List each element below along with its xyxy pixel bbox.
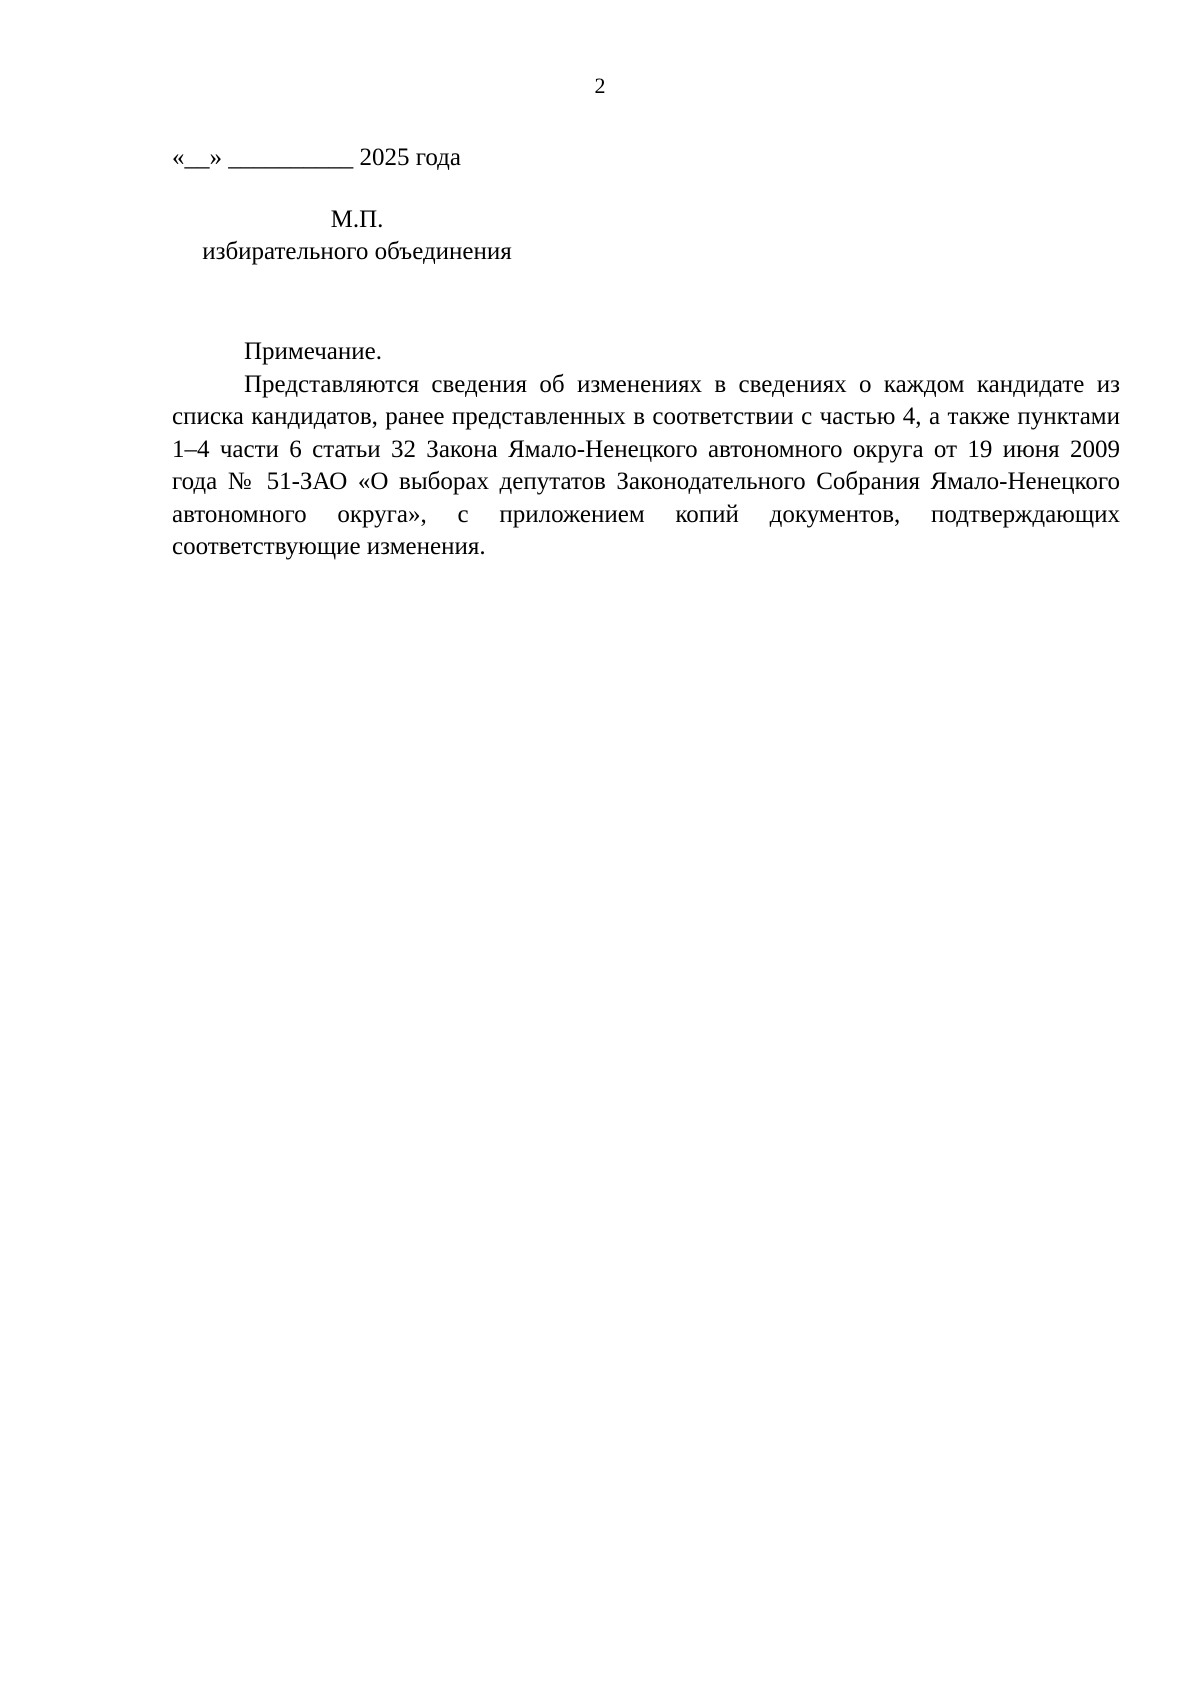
date-line: «__» __________ 2025 года bbox=[172, 144, 461, 171]
note-text: Представляются сведения об изменениях в сведениях о каждом кандидате из списка кандидатов, ранее представленных в соответствии с частью 4, а также пунктами 1–4 части 6 статьи 32 Закона Ямало-Ненецкого автономного округа от 19 июня 2009 года № 51-ЗАО «О выборах депутатов Законодательного Собрания Ямало-Ненецкого автономного округа», с приложением копий документов, подтверждающих соответствующие изменения. bbox=[172, 370, 1120, 560]
page-number: 2 bbox=[594, 73, 606, 98]
note-title: Примечание. bbox=[244, 338, 383, 365]
stamp-block bbox=[182, 204, 532, 268]
stamp-label: М.П. bbox=[330, 206, 384, 233]
stamp-organization: избирательного объединения bbox=[202, 238, 512, 265]
note-block bbox=[172, 336, 1120, 564]
